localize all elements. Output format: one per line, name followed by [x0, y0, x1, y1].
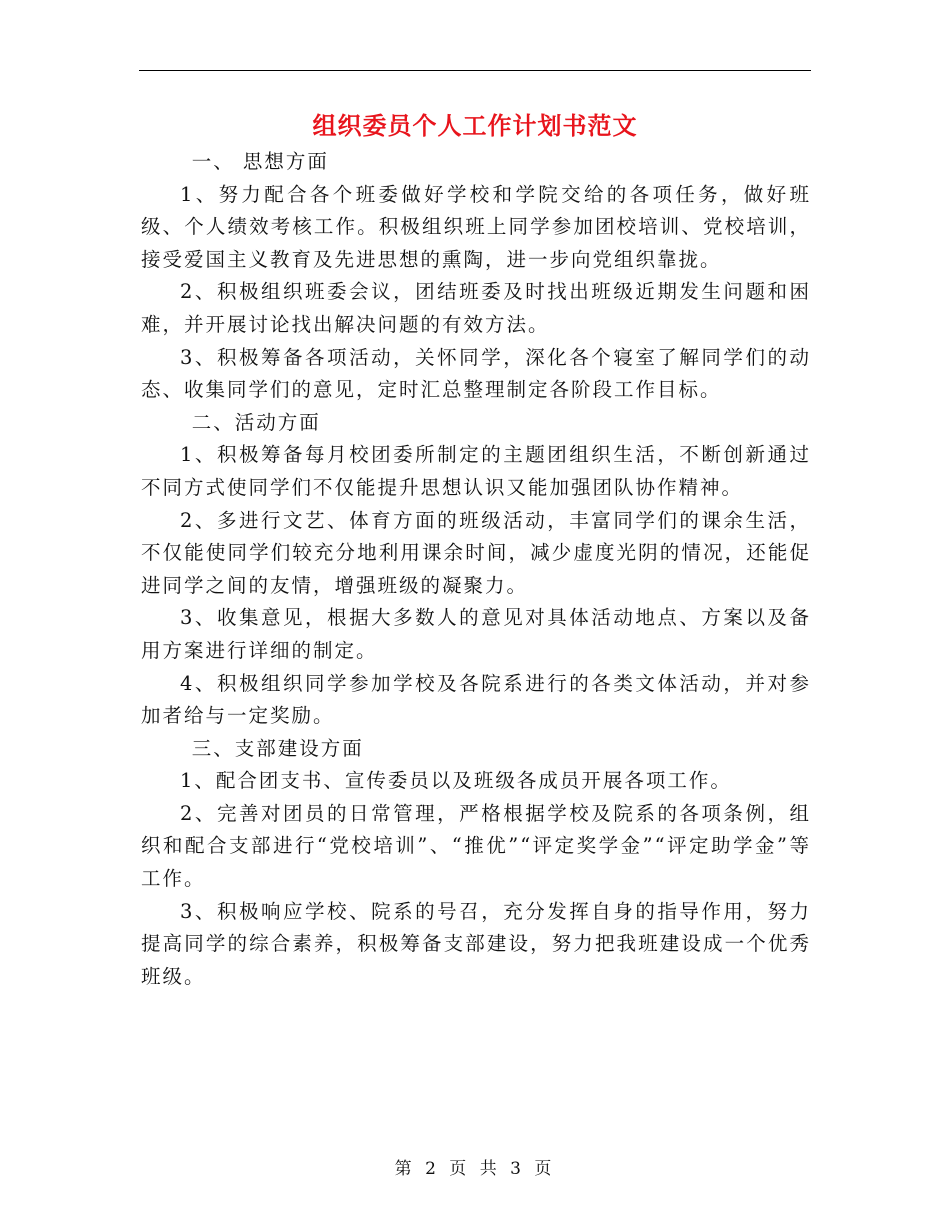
- section-heading-activity: 二、活动方面: [191, 410, 321, 434]
- header-rule: [139, 70, 811, 71]
- paragraph: 1、配合团支书、宣传委员以及班级各成员开展各项工作。: [180, 769, 732, 793]
- document-body: [141, 146, 811, 993]
- paragraph: 1、积极筹备每月校团委所制定的主题团组织生活，不断创新通过不同方式使同学们不仅能提升思想认识又能加强团队协作精神。: [141, 443, 811, 499]
- paragraph: 2、多进行文艺、体育方面的班级活动，丰富同学们的课余生活，不仅能使同学们较充分地利用课余时间，减少虚度光阴的情况，还能促进同学之间的友情，增强班级的凝聚力。: [141, 508, 811, 597]
- paragraph: 3、收集意见，根据大多数人的意见对具体活动地点、方案以及备用方案进行详细的制定。: [141, 606, 811, 662]
- paragraph: 2、积极组织班委会议，团结班委及时找出班级近期发生问题和困难，并开展讨论找出解决问题的有效方法。: [141, 280, 811, 336]
- paragraph: 3、积极筹备各项活动，关怀同学，深化各个寝室了解同学们的动态、收集同学们的意见，定时汇总整理制定各阶段工作目标。: [141, 345, 811, 402]
- paragraph: 2、完善对团员的日常管理，严格根据学校及院系的各项条例，组织和配合支部进行“党校培训”、“推优”“评定奖学金”“评定助学金”等工作。: [141, 801, 811, 891]
- section-heading-thought: 一、 思想方面: [191, 150, 329, 173]
- paragraph: 1、努力配合各个班委做好学校和学院交给的各项任务，做好班级、个人绩效考核工作。积极组织班上同学参加团校培训、党校培训，接受爱国主义教育及先进思想的熏陶，进一步向党组织靠拢。: [141, 182, 811, 271]
- page-number-footer: 第 2 页 共 3 页: [394, 1159, 556, 1179]
- section-heading-branch: 三、支部建设方面: [191, 736, 364, 760]
- document-title: 组织委员个人工作计划书范文: [312, 112, 638, 140]
- paragraph: 4、积极组织同学参加学校及各院系进行的各类文体活动，并对参加者给与一定奖励。: [141, 671, 811, 728]
- paragraph: 3、积极响应学校、院系的号召，充分发挥自身的指导作用，努力提高同学的综合素养，积极筹备支部建设，努力把我班建设成一个优秀班级。: [141, 899, 811, 988]
